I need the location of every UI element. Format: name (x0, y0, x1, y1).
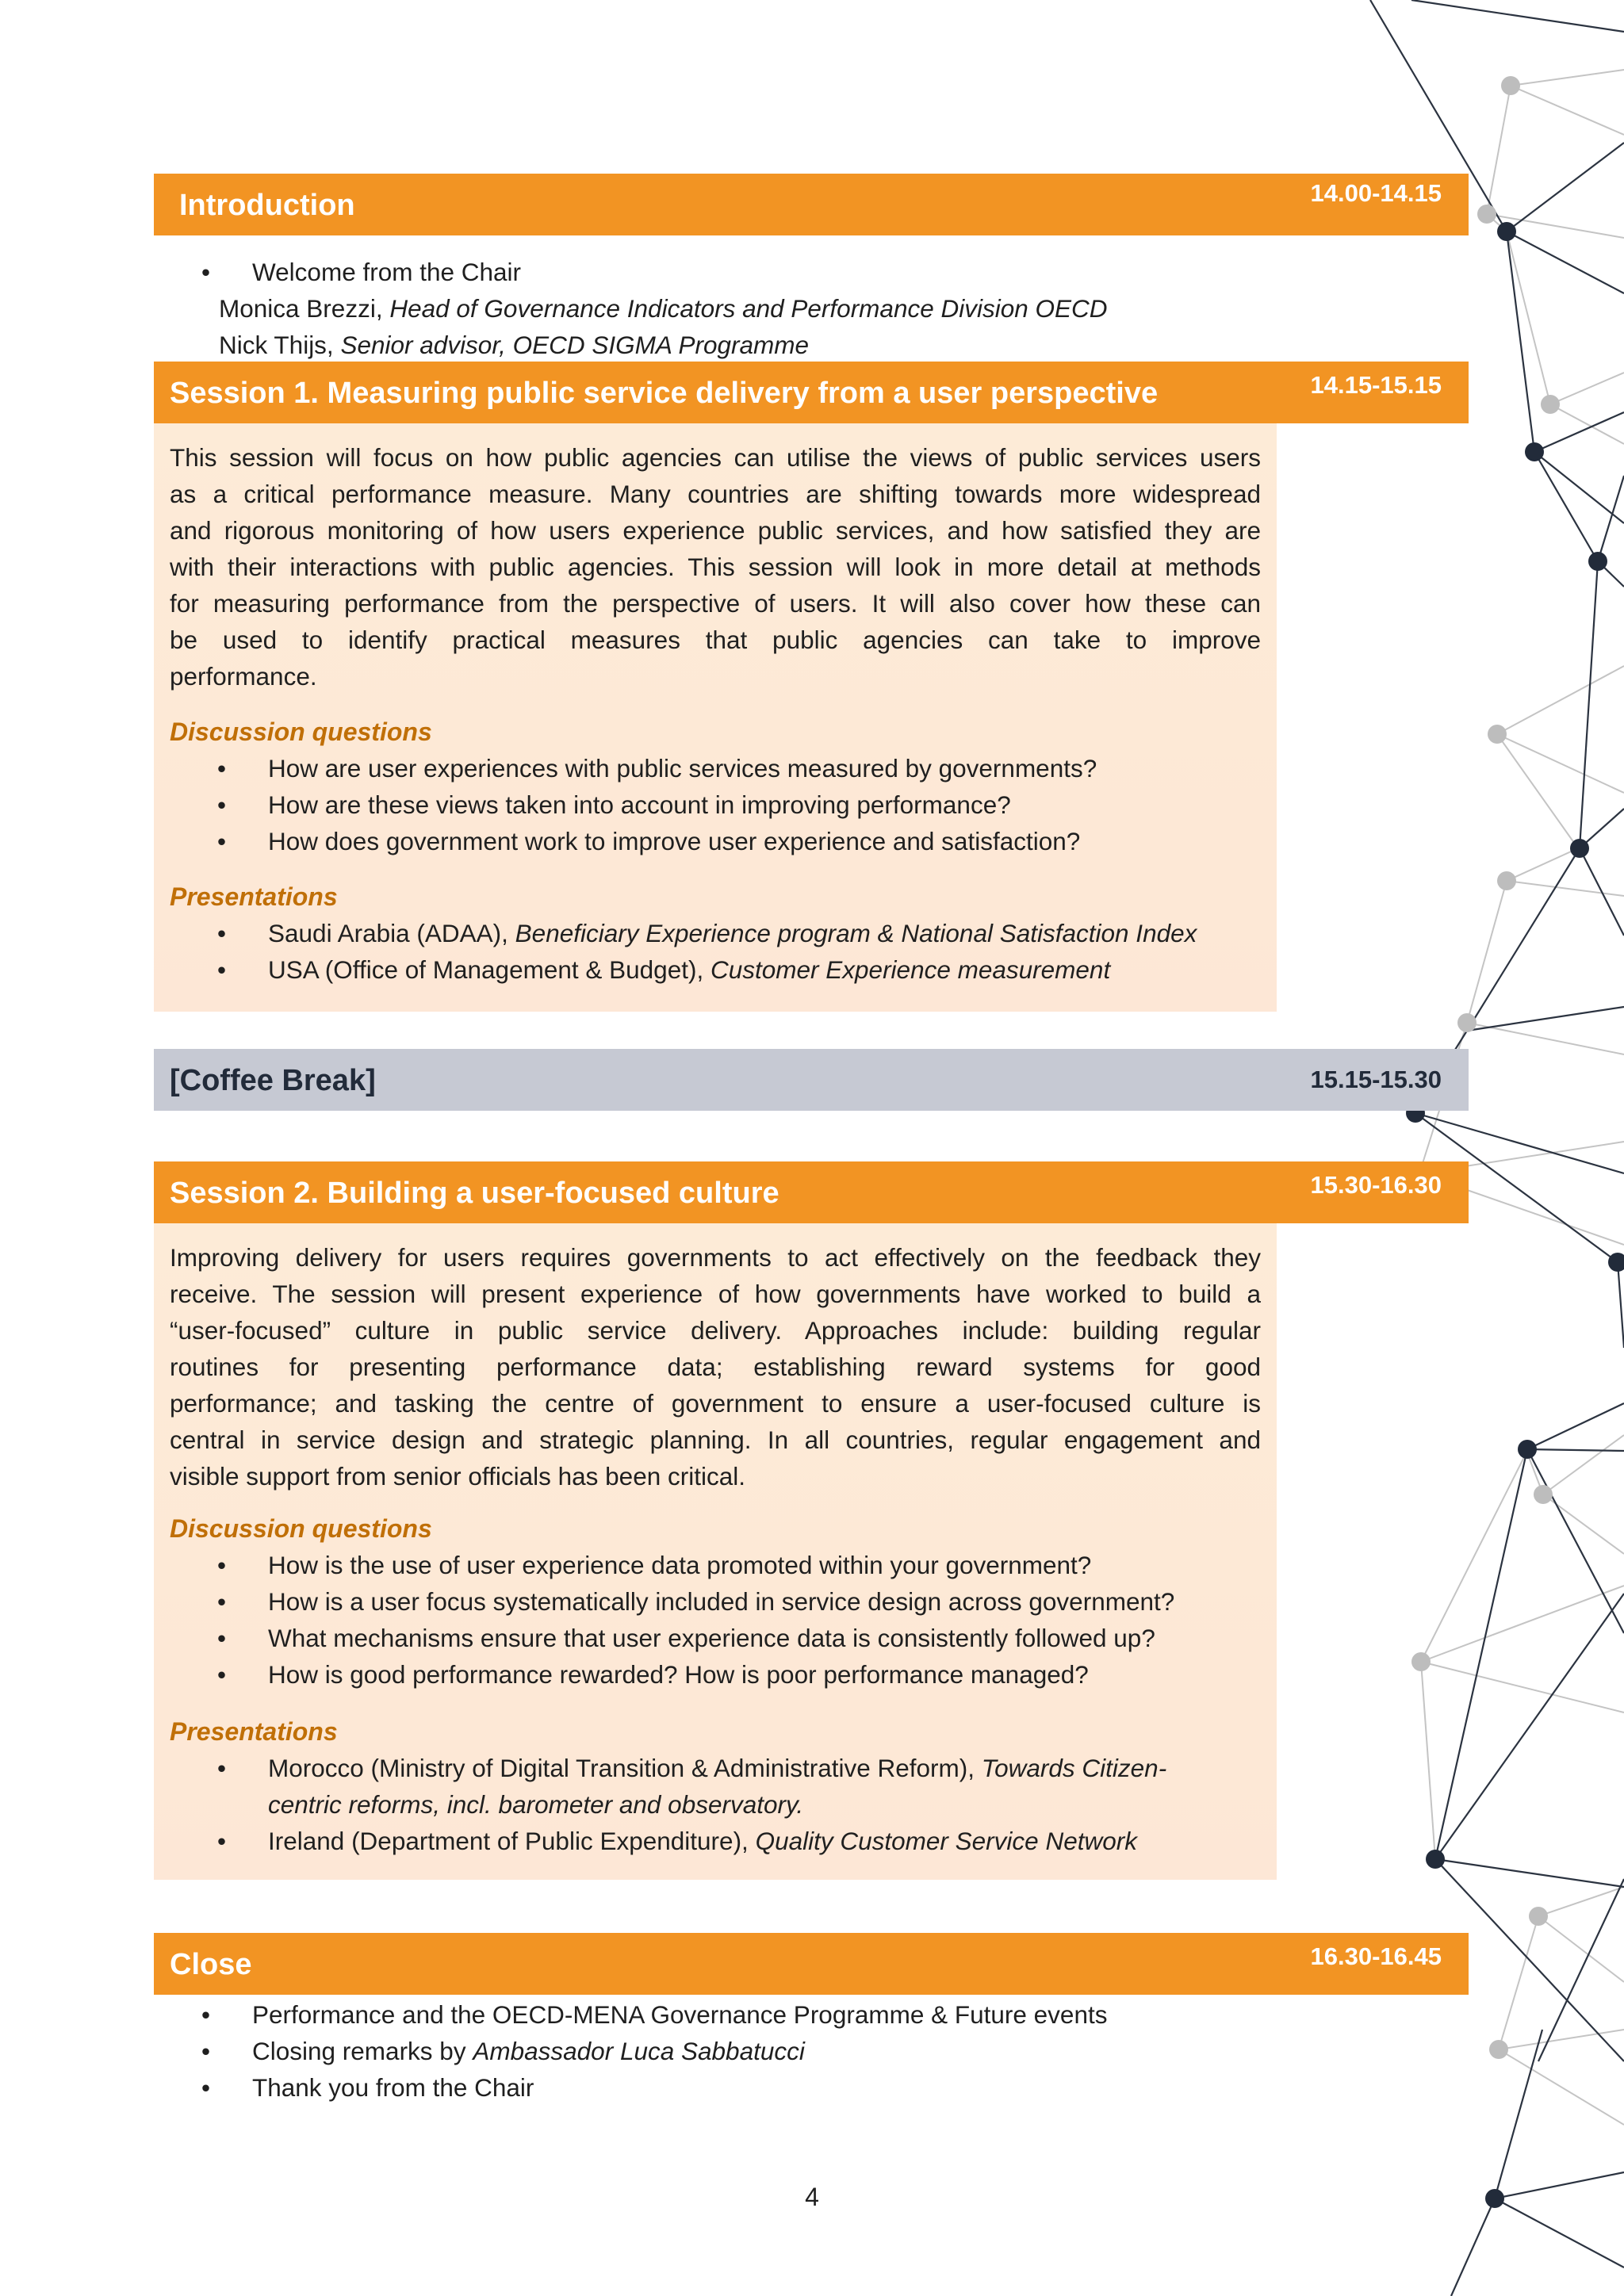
session1-title: Session 1. Measuring public service delivery from a user perspective (170, 377, 1159, 410)
presentation-item (170, 915, 1261, 951)
speaker-1-name: Monica Brezzi, (219, 294, 383, 323)
network-node (1457, 1013, 1477, 1032)
presentation-topic: Customer Experience measurement (710, 955, 1111, 984)
intro-speaker-1 (154, 290, 1277, 327)
question-item: • How is a user focus systematically included in service design across government? (170, 1583, 1261, 1620)
intro-content (154, 254, 1277, 363)
session2-line: performance; and tasking the centre of government to ensure a user-focused culture is (170, 1389, 1261, 1418)
network-node (1525, 442, 1544, 461)
close-time: 16.30-16.45 (1310, 1942, 1442, 1970)
session2-line: “user-focused” culture in public service delivery. Approaches include: building regular (170, 1316, 1261, 1345)
session1-line: as a critical performance measure. Many countries are shifting towards more widespread (170, 480, 1261, 508)
session2-line: routines for presenting performance data; establishing reward systems for good (170, 1353, 1261, 1381)
network-node (1477, 205, 1496, 224)
close-item: • Performance and the OECD-MENA Governance Programme & Future events (154, 1996, 1277, 2033)
session1-line: with their interactions with public agencies. This session will look in more detail at methods (170, 553, 1261, 581)
speaker-2-role: Senior advisor, OECD SIGMA Programme (340, 331, 809, 359)
presentation-item (170, 1750, 1261, 1823)
presenter: Saudi Arabia (ADAA), (268, 919, 508, 947)
session2-time: 15.30-16.30 (1310, 1171, 1442, 1199)
session1-line: This session will focus on how public agencies can utilise the views of public services users (170, 443, 1261, 472)
network-node (1534, 1485, 1553, 1504)
session2-discussion-heading: Discussion questions (170, 1514, 432, 1543)
close-header-bar (154, 1933, 1469, 1995)
session1-line: be used to identify practical measures that public agencies can take to improve (170, 626, 1261, 654)
presentation-topic: Towards Citizen- (981, 1754, 1167, 1782)
session2-header-bar (154, 1161, 1469, 1223)
session1-questions (170, 750, 1261, 859)
close-item (154, 2033, 1277, 2069)
network-node (1541, 395, 1560, 414)
session2-questions (170, 1547, 1261, 1693)
network-node (1426, 1850, 1445, 1869)
network-node (1488, 725, 1507, 744)
network-node (1570, 839, 1589, 858)
network-node (1411, 1652, 1431, 1671)
question-item: • How is good performance rewarded? How is poor performance managed? (170, 1656, 1261, 1693)
session1-line: for measuring performance from the perspective of users. It will also cover how these can (170, 589, 1261, 618)
intro-speaker-2 (154, 327, 1277, 363)
session2-line: central in service design and strategic planning. In all countries, regular engagement and (170, 1425, 1261, 1454)
question-item: • What mechanisms ensure that user experience data is consistently followed up? (170, 1620, 1261, 1656)
close-title: Close (170, 1948, 252, 1981)
presenter: USA (Office of Management & Budget), (268, 955, 704, 984)
question-item: • How is the use of user experience data promoted within your government? (170, 1547, 1261, 1583)
network-node (1497, 222, 1516, 241)
session2-title: Session 2. Building a user-focused culture (170, 1177, 779, 1210)
session1-presentations-heading: Presentations (170, 882, 338, 911)
session2-line: Improving delivery for users requires governments to act effectively on the feedback they (170, 1243, 1261, 1272)
close-remarks-text: Closing remarks by (252, 2037, 466, 2065)
coffee-break-bar (154, 1049, 1469, 1111)
presenter: Ireland (Department of Public Expenditure), (268, 1827, 749, 1855)
speaker-2-name: Nick Thijs, (219, 331, 334, 359)
session1-box (154, 423, 1277, 1012)
network-node (1529, 1907, 1548, 1926)
presentation-item (170, 951, 1261, 988)
close-content (154, 1996, 1277, 2106)
intro-bullet: • Welcome from the Chair (154, 254, 1277, 290)
question-item: • How are user experiences with public services measured by governments? (170, 750, 1261, 786)
question-item: • How does government work to improve user experience and satisfaction? (170, 823, 1261, 859)
presenter: Morocco (Ministry of Digital Transition & Administrative Reform), (268, 1754, 975, 1782)
network-node (1518, 1440, 1537, 1459)
question-item: • How are these views taken into account in improving performance? (170, 786, 1261, 823)
presentation-topic: Quality Customer Service Network (755, 1827, 1137, 1855)
coffee-break-time: 15.15-15.30 (1310, 1066, 1442, 1093)
network-node (1489, 2040, 1508, 2059)
session2-box (154, 1223, 1277, 1880)
network-node (1497, 871, 1516, 890)
coffee-break-title: [Coffee Break] (170, 1064, 376, 1097)
presentation-topic-continued: centric reforms, incl. barometer and observatory. (268, 1790, 804, 1819)
session1-time: 14.15-15.15 (1310, 371, 1442, 399)
ambassador-name: Ambassador Luca Sabbatucci (473, 2037, 805, 2065)
session2-line: visible support from senior officials has been critical. (170, 1462, 745, 1490)
presentation-topic: Beneficiary Experience program & National Satisfaction Index (515, 919, 1197, 947)
session2-line: receive. The session will present experience of how governments have worked to build a (170, 1280, 1261, 1308)
network-node (1608, 1253, 1624, 1272)
session1-header-bar (154, 362, 1469, 423)
close-item: • Thank you from the Chair (154, 2069, 1277, 2106)
intro-header-bar (154, 174, 1469, 235)
session1-line: performance. (170, 662, 317, 691)
intro-time: 14.00-14.15 (1310, 179, 1442, 207)
page-number: 4 (805, 2183, 819, 2211)
network-node (1501, 76, 1520, 95)
speaker-1-role: Head of Governance Indicators and Performance Division OECD (389, 294, 1108, 323)
network-node (1588, 552, 1607, 571)
session2-presentations-heading: Presentations (170, 1717, 338, 1746)
intro-title: Introduction (179, 189, 355, 222)
session1-discussion-heading: Discussion questions (170, 718, 432, 746)
session1-presentations (170, 915, 1261, 988)
presentation-item (170, 1823, 1261, 1859)
session1-line: and rigorous monitoring of how users experience public services, and how satisfied they are (170, 516, 1261, 545)
session2-description (170, 1239, 1261, 1494)
session1-description (170, 439, 1261, 695)
session2-presentations (170, 1750, 1261, 1859)
